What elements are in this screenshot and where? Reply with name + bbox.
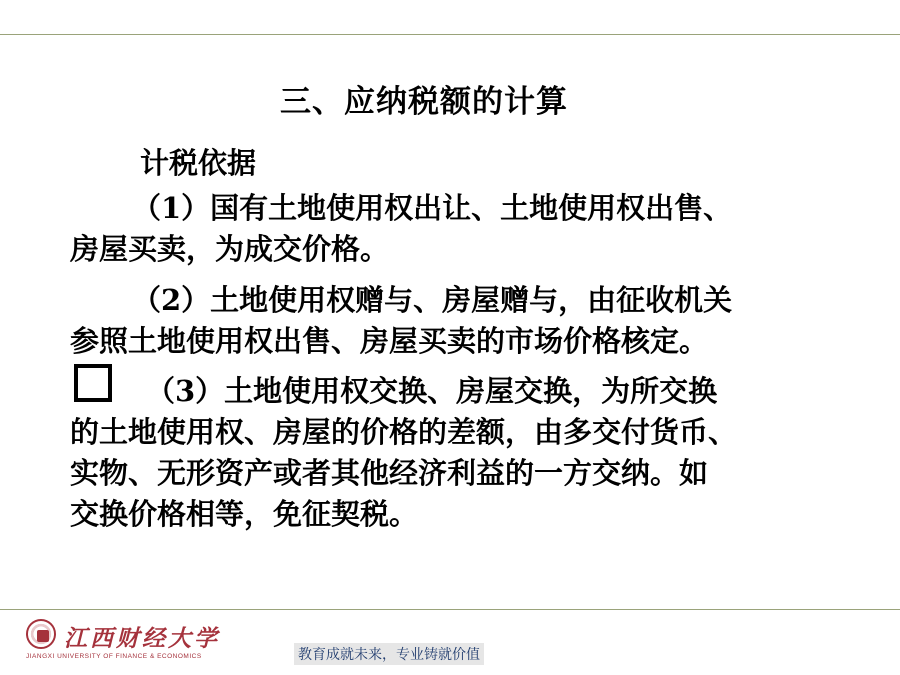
paragraph-3	[70, 371, 870, 535]
university-seal-icon	[26, 619, 56, 649]
paragraph-3-line-2: 的土地使用权、房屋的价格的差额，由多交付货币、	[70, 415, 738, 449]
paragraph-2	[70, 280, 870, 362]
logo-english-name: JIANGXI UNIVERSITY OF FINANCE & ECONOMICS	[26, 653, 202, 660]
paragraph-2-line-2: 参照土地使用权出售、房屋买卖的市场价格核定。	[70, 324, 709, 358]
paragraph-1	[70, 188, 870, 270]
paragraph-3-line-1: （3）土地使用权交换、房屋交换，为所交换	[146, 374, 718, 408]
logo-chinese-name: 江西财经大学	[64, 625, 220, 652]
paragraph-3-line-3: 实物、无形资产或者其他经济利益的一方交纳。如	[70, 456, 709, 490]
footer-motto: 教育成就未来，专业铸就价值	[294, 643, 484, 665]
top-divider	[0, 34, 900, 35]
paragraph-2-line-1: （2）土地使用权赠与、房屋赠与，由征收机关	[132, 283, 733, 317]
section-subheading: 计税依据	[140, 146, 257, 180]
paragraph-3-line-4: 交换价格相等，免征契税。	[70, 497, 419, 531]
slide-title: 三、应纳税额的计算	[280, 84, 568, 120]
paragraph-1-line-1: （1）国有土地使用权出让、土地使用权出售、	[132, 191, 733, 225]
paragraph-1-line-2: 房屋买卖，为成交价格。	[70, 232, 390, 266]
bottom-divider	[0, 609, 900, 610]
